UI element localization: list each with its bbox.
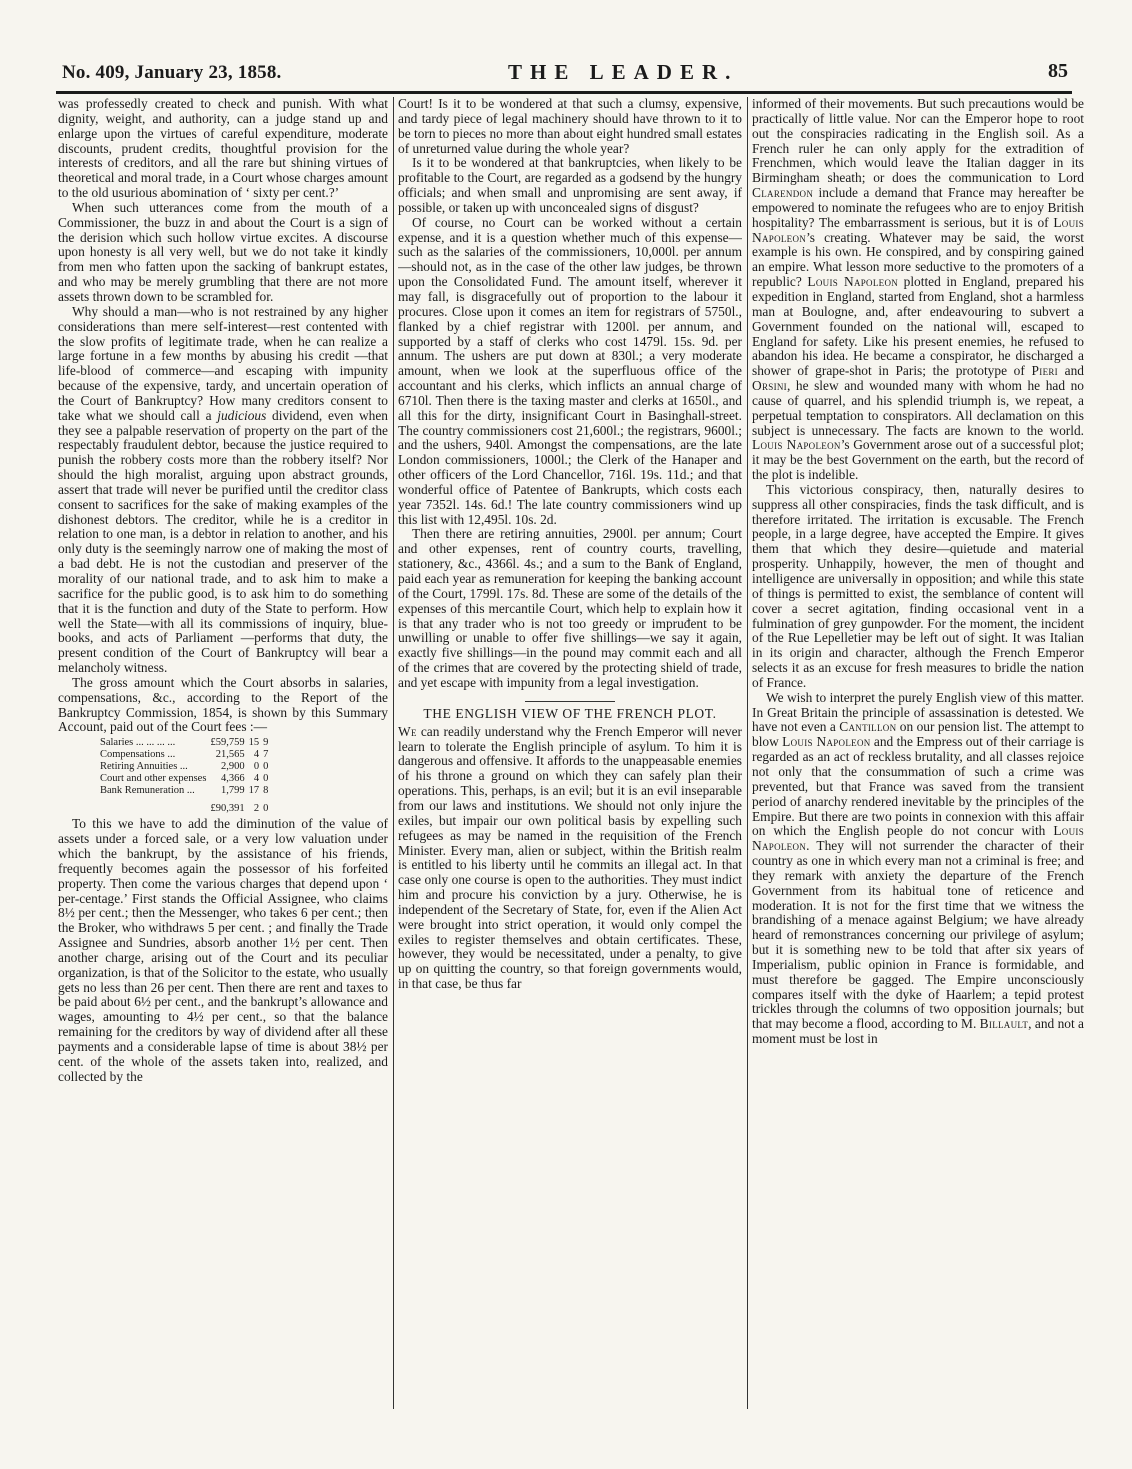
table-row: Compensations ... 21,565 4 7 (100, 749, 269, 761)
paragraph: We wish to interpret the purely English view of this matter. In Great Britain the principle of assassination is detested. We have not even a Cantillon on our pension list. The attempt to blow Louis Napoleon and the Empress out of their carriage is regarded as an act of reckless brutality, and all classes rejoice not only that the consummation of such a crime was prevented, but that France was saved from the transient period of anarchy rendered inevitable by the principles of the Empire. But there are two points in connexion with this affair on which the English people do not concur with Louis Napoleon. They will not surrender the character of their country as one in which every man not a criminal is free; and they remark with anxiety the departure of the French Government from its habitual tone of reticence and moderation. It is not for the first time that we witness the brandishing of a menace against Belgium; we have already heard of remonstrances concerning our privilege of asylum; but it is something new to be told that after six years of Imperialism, public opinion in France is formidable, and must therefore be gagged. The Empire unconsciously compares itself with the dyke of Haarlem; a tepid protest trickles through the columns of two opposition journals; but that may become a flood, according to M. Billault, and not a moment must be lost in (752, 689, 1084, 1047)
paragraph: This victorious conspiracy, then, naturally desires to suppress all other conspiracies, finds the task difficult, and is therefore irritated. The irritation is excusable. The French people, in a large degree, have accepted the Empire. It gives them that which they desire—quietude and material prosperity. Unhappily, however, the men of thought and intelligence are universally in opposition; and while this state of things is permitted to exist, the semblance of content will cover a secret agitation, finding occasional vent in a fulmination of grey gunpowder. For the moment, the incident of the Rue Lepelletier may be left out of sight. It was Italian in its origin and character, although the French Emperor selects it as an excuse for fresh measures to bridle the nation of France. (752, 481, 1084, 690)
column-1 (58, 97, 388, 1429)
paragraph: Is it to be wondered at that bankruptcies, when likely to be profitable to the Court, are regarded as a godsend by the hungry officials; and when small and unpromising are sent away, if possible, or taken up with unconcealed signs of disgust? (398, 155, 742, 215)
page-number: 85 (1048, 60, 1068, 82)
masthead-rule (56, 91, 1072, 94)
masthead (56, 58, 1070, 86)
issue-number: No. 409, January 23, 1858. (62, 62, 282, 83)
column-2 (398, 97, 742, 1429)
paragraph: informed of their movements. But such precautions would be practically of little value. Nor can the Emperor hope to root out the conspiracies radicating in the English soil. As a French ruler he can only apply for the extradition of Frenchmen, which would leave the Italian dagger in its Birmingham sheath; or does the communication to Lord Clarendon include a demand that France may hereafter be empowered to nominate the refugees who are to enjoy British hospitality? The embarrassment is serious, but it is of Louis Napoleon’s creating. Whatever may be said, the worst example is his own. He conspired, and by conspiring gained an empire. What lesson more seductive to the promoters of a republic? Louis Napoleon plotted in England, prepared his expedition in England, started from England, shot a harmless man at Boulogne, and, after endeavouring to subvert a Government founded on the national will, escaped to England for safety. Like his present enemies, he refused to abandon his idea. He became a conspirator, he discharged a shower of grape-shot in Paris; the prototype of Pieri and Orsini, he slew and wounded many with whom he had no cause of quarrel, and his splendid triumph is, we repeat, a perpetual temptation to conspirators. All declamation on this subject is unnecessary. The facts are known to the world. Louis Napoleon’s Government arose out of a successful plot; it may be the best Government on the earth, but the record of the plot is indelible. (752, 97, 1084, 483)
table-total-row: £90,391 2 0 (210, 803, 269, 815)
paragraph: To this we have to add the diminution of the value of assets under a forced sale, or a very low valuation under which the bankrupt, by the assistance of his friends, frequently becomes again the possessor of his forfeited property. Then come the various charges that depend upon ‘ per-centage.’ First stands the Official Assignee, who claims 8½ per cent.; then the Messenger, who takes 6 per cent.; then the Broker, who withdraws 5 per cent. ; and finally the Trade Assignee and Sundries, absorb another 1½ per cent. Then another charge, arising out of the Court and its peculiar organization, is that of the Solicitor to the estate, who usually gets no less than 26 per cent. Then there are rent and taxes to be paid about 6½ per cent., and the bankrupt’s allowance and wages, amounting to 4½ per cent., so that the balance remaining for the creditors by way of dividend after all these payments and a considerable lapse of time is about 38½ per cent. of the whole of the assets taken into, realized, and collected by the (58, 816, 388, 1084)
paragraph: Then there are retiring annuities, 2900l. per annum; Court and other expenses, rent of country courts, travelling, stationery, &c., 4366l. 4s.; and a sum to the Bank of England, paid each year as remuneration for keeping the banking account of the Court, 1799l. 17s. 8d. These are some of the details of the expenses of this mercantile Court, which help to explain how it is that any trader who is not too greedy or impruđent to be unwilling or unable to offer five shillings—we say it again, exactly five shillings—in the pound may commit each and all of the crimes that are covered by the protecting shield of trade, and yet escape with impunity from a legal investigation. (398, 526, 742, 690)
paragraph: was professedly created to check and punish. With what dignity, weight, and authority, can a judge stand up and enlarge upon the virtues of careful expenditure, moderate discounts, prudent credits, thoughtful provision for the interests of creditors, and all the rare but shining virtues of theoretical and moral trade, in a Court whose charges amount to the old usurious abomination of ‘ sixty per cent.?’ (58, 97, 388, 201)
table-row: Court and other expenses 4,366 4 0 (100, 773, 269, 785)
section-divider (525, 701, 615, 702)
paragraph: We can readily understand why the French Emperor will never learn to tolerate the English principle of asylum. To him it is dangerous and offensive. It affords to the unappeasable enemies of his throne a ground on which they can safely plan their operations. This, perhaps, is an evil; but it is an evil inseparable from our laws and institutions. We should not only injure the exiles, but impair our own political basis by expelling such refugees as may be named in the requisition of the French Minister. Every man, alien or subject, within the British realm is entitled to his liberty until he commits an illegal act. In that case only one course is open to the authorities. They must indict him and procure his conviction by a jury. Otherwise, he is independent of the Secretary of State, for, even if the Alien Act were brought into strict operation, it would only compel the exiles to register themselves and obtain certificates. These, however, they would be necessitated, under a penalty, to give up on quitting the country, so that foreign governments would, in that case, be thus far (398, 723, 742, 992)
newspaper-title: THE LEADER. (508, 60, 739, 84)
column-divider (747, 97, 748, 1409)
paragraph: Court! Is it to be wondered at that such a clumsy, expensive, and tardy piece of legal machinery should have thrown to it to be torn to pieces no more than about eight hundred small estates of unreturned value during the whole year? (398, 97, 742, 156)
article-headline: THE ENGLISH VIEW OF THE FRENCH PLOT. (423, 705, 717, 721)
table-row: Salaries ... ... ... ... £59,759 15 9 (100, 737, 269, 749)
summary-account-table (98, 737, 270, 815)
column-3 (752, 97, 1084, 1429)
table-row: Bank Remuneration ... 1,799 17 8 (100, 785, 269, 797)
paragraph: Why should a man—who is not restrained by any higher considerations than mere self-interest—rest contented with the slow profits of legitimate trade, when he can realize a large fortune in a few months by abusing his credit —that life-blood of commerce—and escaping with impunity because of the expensive, tardy, and uncertain operation of the Court of Bankruptcy? How many creditors consent to take what we should call a judicious dividend, even when they see a palpable reservation of property on the part of the respectably fraudulent debtor, because the justice required to punish the robbery costs more than the robbery itself? Nor should the high moralist, arguing upon abstract grounds, assert that trade will never be purified until the creditor class consent to sacrifices for the sake of making examples of the dishonest debtors. The creditor, while he is a creditor in relation to one man, is a debtor in relation to another, and his only duty is the seemingly narrow one of making the most of a bad debt. He is not the custodian and preserver of the morality of our national trade, and to ask him to make a sacrifice for the public good, is to ask him to do something that it is the function and duty of the State to perform. How well the State—with all its commissions of inquiry, blue-books, and acts of Parliament —performs that duty, the present condition of the Court of Bankruptcy will bear a melancholy witness. (58, 303, 388, 676)
paragraph: When such utterances come from the mouth of a Commissioner, the buzz in and about the Court is a sign of the derision which such hollow virtue excites. A discourse upon honesty is all very well, but we do not take it kindly from men who fatten upon the sacking of bankrupt estates, and who may be merely grumbling that there are not more assets thrown down to be scrambled for. (58, 199, 388, 304)
emphasis: judicious (217, 407, 267, 423)
table-row: Retiring Annuities ... 2,900 0 0 (100, 761, 269, 773)
paragraph: Of course, no Court can be worked without a certain expense, and it is a question whether much of this expense—such as the salaries of the commissioners, 10,000l. per annum—should not, as in the case of the other law judges, be thrown upon the Consolidated Fund. The amount itself, wherever it may fall, is disgracefully out of proportion to the labour it procures. Close upon it comes an item for registrars of 5750l., flanked by a chief registrar with 1200l. per annum, and supported by a staff of clerks who cost 1479l. 15s. 9d. per annum. The ushers are put down at 830l.; a very moderate amount, when we look at the superfluous office of the accountant and his clerks, which inflicts an annual charge of 6710l. Then there is the taxing master and clerks at 1650l., and all this for the dirty, insignificant Court in Basinghall-street. The country commissioners cost 21,600l.; the registrars, 9600l.; and the ushers, 940l. Amongst the compensations, are the late London commissioners, 1000l.; the Clerk of the Hanaper and other officers of the Lord Chancellor, 716l. 19s. 11d.; and that wonderful office of Patentee of Bankrupts, which costs each year 7352l. 14s. 6d.! The late country commissioners wind up this list with 12,495l. 10s. 2d. (398, 214, 742, 527)
paragraph: The gross amount which the Court absorbs in salaries, compensations, &c., according to the Report of the Bankruptcy Commission, 1854, is shown by this Summary Account, paid out of the Court fees :— (58, 674, 388, 735)
column-divider (393, 97, 394, 1409)
